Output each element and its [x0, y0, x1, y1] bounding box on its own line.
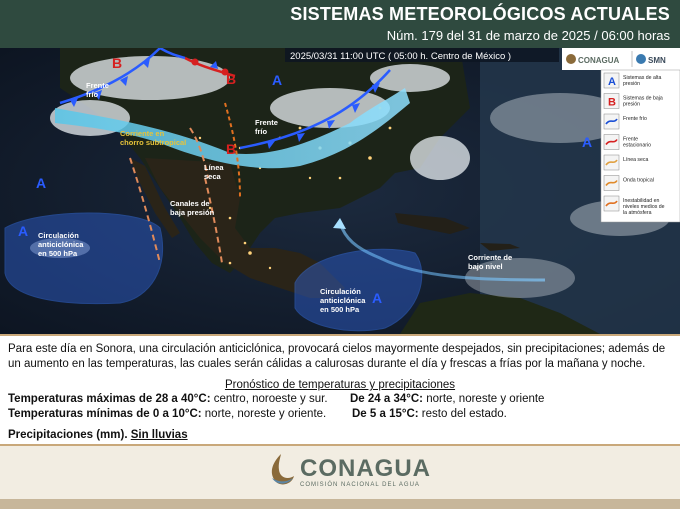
label-line: anticiclónica — [38, 240, 84, 249]
page-subtitle: Núm. 179 del 31 de marzo de 2025 / 06:00 horas — [386, 28, 670, 43]
legend-symbol: A — [608, 76, 616, 88]
label-line: seca — [204, 172, 221, 181]
label-line: Circulación — [38, 231, 79, 240]
logo-smn-text: SMN — [648, 56, 666, 65]
legend-label: Frente estacionario — [623, 136, 651, 149]
label-line: bajo nivel — [468, 262, 503, 271]
map-legend — [601, 70, 680, 222]
label-line: chorro subtropical — [120, 138, 187, 147]
anticyclone-west-shape — [5, 213, 163, 304]
legend-label: Onda tropical — [623, 177, 654, 184]
forecast-paragraph: Para este día en Sonora, una circulación anticiclónica, provocará cielos mayormente despejados, sin precipitaciones; además de un aumento en las temperaturas, las cuales serán cálidas a calurosas durante el día y frescas a frías por la mañana y noche. — [8, 343, 666, 370]
precip-row — [8, 429, 188, 441]
label-line: frío — [86, 90, 99, 99]
label-line: Circulación — [320, 287, 361, 296]
tmax-regions: centro, noroeste y sur. — [210, 393, 328, 405]
weather-map — [0, 48, 680, 334]
precip-label: Precipitaciones (mm). — [8, 429, 128, 441]
tmax2-label: De 24 a 34°C: — [350, 393, 423, 405]
low-pressure-symbol-2: B — [226, 71, 237, 87]
high-pressure-symbol-2: A — [36, 175, 47, 191]
label-line: anticiclónica — [320, 296, 366, 305]
header-bar — [0, 0, 680, 50]
footer-logo-text: CONAGUA — [300, 455, 431, 482]
label-line: Frente — [255, 118, 278, 127]
label-line: baja presión — [170, 208, 215, 217]
smn-emblem-icon — [636, 54, 646, 64]
label-line: frío — [255, 127, 268, 136]
tmin-regions: norte, noreste y oriente. — [201, 408, 327, 420]
legend-symbol: B — [608, 96, 616, 109]
label-line: Frente — [86, 81, 109, 90]
high-pressure-symbol-5: A — [582, 134, 593, 150]
tmax-row — [8, 393, 328, 405]
tmax2-regions: norte, noreste y oriente — [423, 393, 545, 405]
logo-conagua-text: CONAGUA — [578, 56, 620, 65]
legend-label: Frente frío — [623, 116, 647, 122]
label-line: Canales de — [170, 199, 210, 208]
forecast-title: Pronóstico de temperaturas y precipitaciones — [224, 379, 456, 391]
low-pressure-symbol-3: B — [226, 141, 237, 157]
label-line: Corriente en — [120, 129, 165, 138]
tmax2-row — [350, 393, 544, 405]
label-canales — [170, 199, 215, 217]
tmin2-row — [352, 408, 507, 420]
tmax-label: Temperaturas máximas de 28 a 40°C: — [8, 393, 211, 405]
conagua-logo-icon — [266, 452, 296, 488]
forecast-textbox — [0, 334, 680, 446]
tmin-row — [8, 408, 326, 420]
page-title: SISTEMAS METEOROLÓGICOS ACTUALES — [290, 4, 670, 24]
footer-logo-subtext: COMISIÓN NACIONAL DEL AGUA — [300, 482, 420, 488]
low-pressure-symbol-1: B — [112, 55, 123, 71]
label-line: en 500 hPa — [320, 305, 360, 314]
tmin-label: Temperaturas mínimas de 0 a 10°C: — [8, 408, 202, 420]
tmin2-label: De 5 a 15°C: — [352, 408, 419, 420]
high-pressure-symbol-3: A — [18, 223, 29, 239]
footer-bar — [0, 499, 680, 509]
high-pressure-symbol-4: A — [372, 290, 383, 306]
tmin2-regions: resto del estado. — [418, 408, 507, 420]
label-line: Línea — [204, 163, 224, 172]
legend-label: Inestabilidad en niveles medios de la atmósfera — [623, 198, 665, 216]
high-pressure-symbol-1: A — [272, 72, 283, 88]
footer — [0, 446, 680, 509]
precip-value: Sin lluvias — [130, 429, 188, 441]
legend-label: Línea seca — [623, 157, 649, 163]
legend-label: Sistemas de alta presión — [623, 75, 662, 87]
label-line: en 500 hPa — [38, 249, 78, 258]
label-line: Corriente de — [468, 253, 513, 262]
conagua-emblem-icon — [566, 54, 576, 64]
legend-label: Sistemas de baja presión — [623, 95, 663, 108]
timestamp-text: 2025/03/31 11:00 UTC ( 05:00 h. Centro de México ) — [290, 51, 512, 62]
